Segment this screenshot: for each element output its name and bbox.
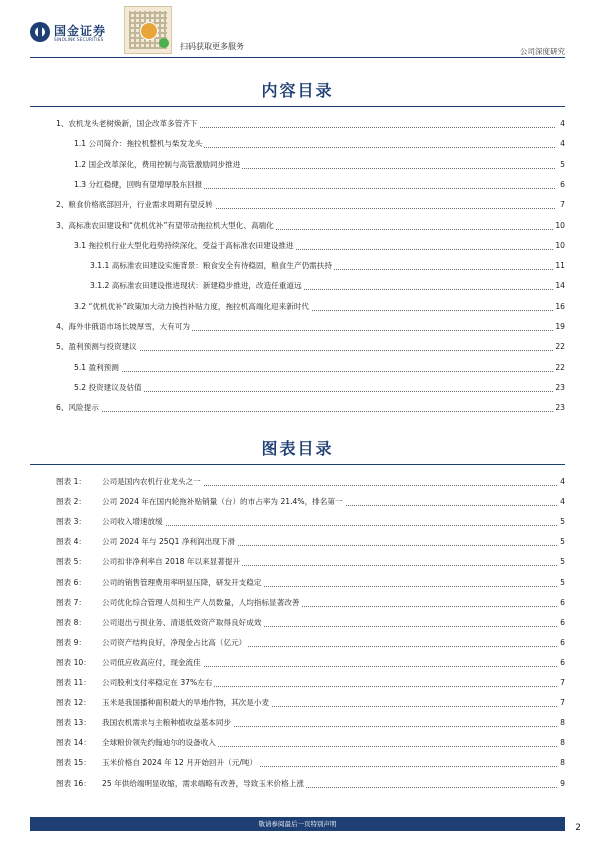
figure-entry-page: 7	[560, 678, 565, 687]
toc-entry-page: 23	[555, 403, 565, 413]
figure-entry-label: 图表 13：	[56, 718, 91, 728]
toc-entry-title: 3.1.2 高标准农田建设推进现状：新建稳步推进，改造任重道远	[90, 281, 302, 291]
logo-text-cn: 国金证券	[54, 24, 107, 38]
figure-entry-label: 图表 9：	[56, 637, 87, 647]
toc-leader-dots	[74, 390, 555, 392]
toc-entry[interactable]	[0, 138, 595, 152]
figure-entry-title: 公司收入增速放缓	[102, 517, 163, 527]
logo-text-en: SINOLINK SECURITIES	[54, 37, 104, 42]
figure-entry-title: 公司的销售管理费用率明显压降，研发开支稳定	[102, 577, 262, 587]
figure-entry[interactable]	[0, 496, 595, 510]
figure-entry-label: 图表 15：	[56, 758, 91, 768]
figure-entry-title: 公司资产结构良好，净现金占比高（亿元）	[102, 637, 247, 647]
toc-entry-page: 5	[560, 159, 565, 169]
toc-entry[interactable]	[0, 118, 595, 132]
wechat-icon	[159, 38, 169, 48]
figure-entry-label: 图表 12：	[56, 698, 91, 708]
figure-entry[interactable]	[0, 476, 595, 490]
figure-entry-title: 玉米价格自 2024 年 12 月开始回升（元/吨）	[102, 758, 258, 768]
figure-entry-page: 8	[560, 758, 565, 768]
toc-entry-title: 3.1.1 高标准农田建设实施背景：粮食安全有待稳固，粮食生产仍需扶持	[90, 261, 332, 271]
figure-entry-label: 图表 16：	[56, 778, 91, 788]
toc-entry-title: 3.1 拖拉机行业大型化趋势持续深化，受益于高标准农田建设推进	[74, 240, 294, 250]
toc-entry-title: 3、高标准农田建设和“优机优补”有望带动拖拉机大型化、高端化	[56, 220, 274, 230]
toc-entry-page: 4	[560, 119, 565, 128]
figure-entry[interactable]	[0, 717, 595, 731]
page-footer	[30, 817, 565, 831]
page-number: 2	[575, 823, 581, 833]
toc-entry-title: 5、盈利预测与投资建议	[56, 342, 137, 352]
figure-entry-label: 图表 5：	[56, 557, 87, 567]
figure-entry-label: 图表 4：	[56, 537, 87, 547]
figure-entry-title: 公司低应收高应付，现金流佳	[102, 657, 201, 667]
figure-entry-title: 公司股利支付率稳定在 37%左右	[102, 678, 213, 687]
figures-title: 图表目录	[261, 439, 334, 458]
figure-entry-label: 图表 8：	[56, 617, 87, 627]
toc-entry-title: 5.2 投资建议及估值	[74, 382, 142, 392]
figure-entry-title: 公司扣非净利率自 2018 年以来显著提升	[102, 557, 241, 567]
figure-entry-title: 公司是国内农机行业龙头之一	[102, 477, 201, 486]
figure-entry[interactable]	[0, 657, 595, 671]
figure-entry-label: 图表 1：	[56, 477, 87, 486]
toc-leader-dots	[74, 370, 555, 372]
figure-entry-page: 8	[560, 738, 565, 748]
figure-entry[interactable]	[0, 737, 595, 751]
toc-entry-title: 4、海外非俄语市场长坡厚雪，大有可为	[56, 322, 190, 331]
figure-entry-label: 图表 6：	[56, 577, 87, 587]
toc-entry-title: 5.1 盈利预测	[74, 362, 119, 372]
figure-entry-label: 图表 7：	[56, 597, 87, 607]
figure-entry[interactable]	[0, 778, 595, 792]
figure-entry-title: 公司退出亏损业务、清退低效资产取得良好成效	[102, 617, 262, 627]
toc-entry-page: 7	[560, 200, 565, 210]
figure-leader-dots	[102, 524, 559, 526]
figure-entry[interactable]	[0, 597, 595, 611]
figures-title-rule	[30, 464, 565, 465]
toc-entry-title: 2、粮食价格底部回升，行业需求周期有望反转	[56, 200, 213, 210]
toc-entry-page: 11	[555, 261, 565, 271]
toc-entry[interactable]	[0, 280, 595, 294]
figure-entry[interactable]	[0, 617, 595, 631]
contents-title: 内容目录	[261, 81, 334, 100]
figure-entry[interactable]	[0, 637, 595, 651]
header-divider	[30, 57, 565, 58]
figure-entry-title: 玉米是我国播种面积最大的旱地作物，其次是小麦	[102, 698, 270, 708]
figure-entry[interactable]	[0, 577, 595, 591]
figure-entry-page: 6	[560, 617, 565, 627]
figure-entry-page: 5	[560, 517, 565, 527]
toc-entry[interactable]	[0, 362, 595, 376]
toc-entry-title: 1.3 分红稳健，回购有望增厚股东回报	[74, 179, 203, 189]
toc-entry[interactable]	[0, 341, 595, 355]
report-type: 公司深度研究	[520, 47, 565, 56]
logo-icon	[30, 22, 50, 42]
toc-entry-page: 19	[555, 322, 565, 331]
figure-entry[interactable]	[0, 697, 595, 711]
figure-entry-title: 全球粮价领先约翰迪尔的设备收入	[102, 738, 216, 748]
figure-entry-page: 6	[560, 637, 565, 647]
toc-entry-page: 10	[555, 240, 565, 250]
figure-entry[interactable]	[0, 677, 595, 691]
toc-entry-title: 6、风险提示	[56, 403, 99, 413]
toc-entry-page: 14	[555, 281, 565, 291]
scan-prompt: 扫码获取更多服务	[180, 42, 244, 51]
figure-entry-label: 图表 10：	[56, 657, 91, 667]
toc-entry[interactable]	[0, 199, 595, 213]
toc-entry[interactable]	[0, 179, 595, 193]
figure-entry-page: 9	[560, 778, 565, 788]
figure-entry-page: 5	[560, 577, 565, 587]
toc-entry[interactable]	[0, 382, 595, 396]
figure-entry-label: 图表 2：	[56, 497, 87, 507]
page-header	[0, 0, 595, 64]
toc-entry-page: 22	[555, 362, 565, 372]
figure-entry-page: 6	[560, 657, 565, 667]
toc-entry-title: 1、农机龙头老树焕新，国企改革多管齐下	[56, 119, 198, 128]
figure-entry[interactable]	[0, 516, 595, 530]
toc-entry[interactable]	[0, 220, 595, 234]
toc-entry-title: 3.2 “优机优补”政策加大动力换挡补贴力度，拖拉机高端化迎来新时代	[74, 301, 309, 311]
toc-entry-page: 10	[555, 220, 565, 230]
toc-entry[interactable]	[0, 240, 595, 254]
figure-entry[interactable]	[0, 556, 595, 570]
figure-entry-label: 图表 3：	[56, 517, 87, 527]
toc-entry[interactable]	[0, 159, 595, 173]
toc-entry[interactable]	[0, 301, 595, 315]
toc-entry[interactable]	[0, 321, 595, 335]
contents-title-rule	[30, 106, 565, 107]
toc-entry-title: 1.1 公司简介：拖拉机整机与柴发龙头	[74, 139, 203, 149]
figure-entry[interactable]	[0, 757, 595, 771]
toc-entry[interactable]	[0, 260, 595, 274]
toc-entry-page: 22	[555, 342, 565, 352]
company-logo	[30, 22, 120, 46]
toc-entry-page: 6	[560, 179, 565, 189]
toc-entry-title: 1.2 国企改革深化，费用控制与高管激励同步推进	[74, 159, 241, 169]
figure-entry-page: 5	[560, 557, 565, 567]
figure-entry-title: 公司 2024 年在国内轮拖补贴销量（台）的市占率为 21.4%，排名第一	[102, 497, 343, 507]
footer-disclaimer: 敬请参阅最后一页特别声明	[258, 820, 337, 828]
figure-entry-title: 公司 2024 年与 25Q1 净利润出现下滑	[102, 537, 235, 547]
toc-entry[interactable]	[0, 402, 595, 416]
figure-entry-title: 我国农机需求与主粮种植收益基本同步	[102, 718, 232, 728]
figure-entry-title: 25 年供给端明显收缩，需求端略有改善，导致玉米价格上涨	[102, 778, 304, 788]
toc-entry-page: 23	[555, 382, 565, 392]
figure-entry-page: 6	[560, 597, 565, 607]
figure-entry[interactable]	[0, 536, 595, 550]
figure-entry-label: 图表 14：	[56, 738, 91, 748]
figure-entry-page: 4	[560, 477, 565, 486]
toc-entry-page: 16	[555, 301, 565, 311]
toc-leader-dots	[56, 410, 555, 412]
figure-entry-page: 4	[560, 497, 565, 507]
toc-entry-page: 4	[560, 139, 565, 149]
figure-entry-page: 8	[560, 718, 565, 728]
figure-entry-title: 公司优化综合管理人员和生产人员数量，人均指标显著改善	[102, 597, 300, 607]
figure-entry-page: 7	[560, 698, 565, 708]
figure-entry-label: 图表 11：	[56, 678, 91, 687]
figure-entry-page: 5	[560, 537, 565, 547]
